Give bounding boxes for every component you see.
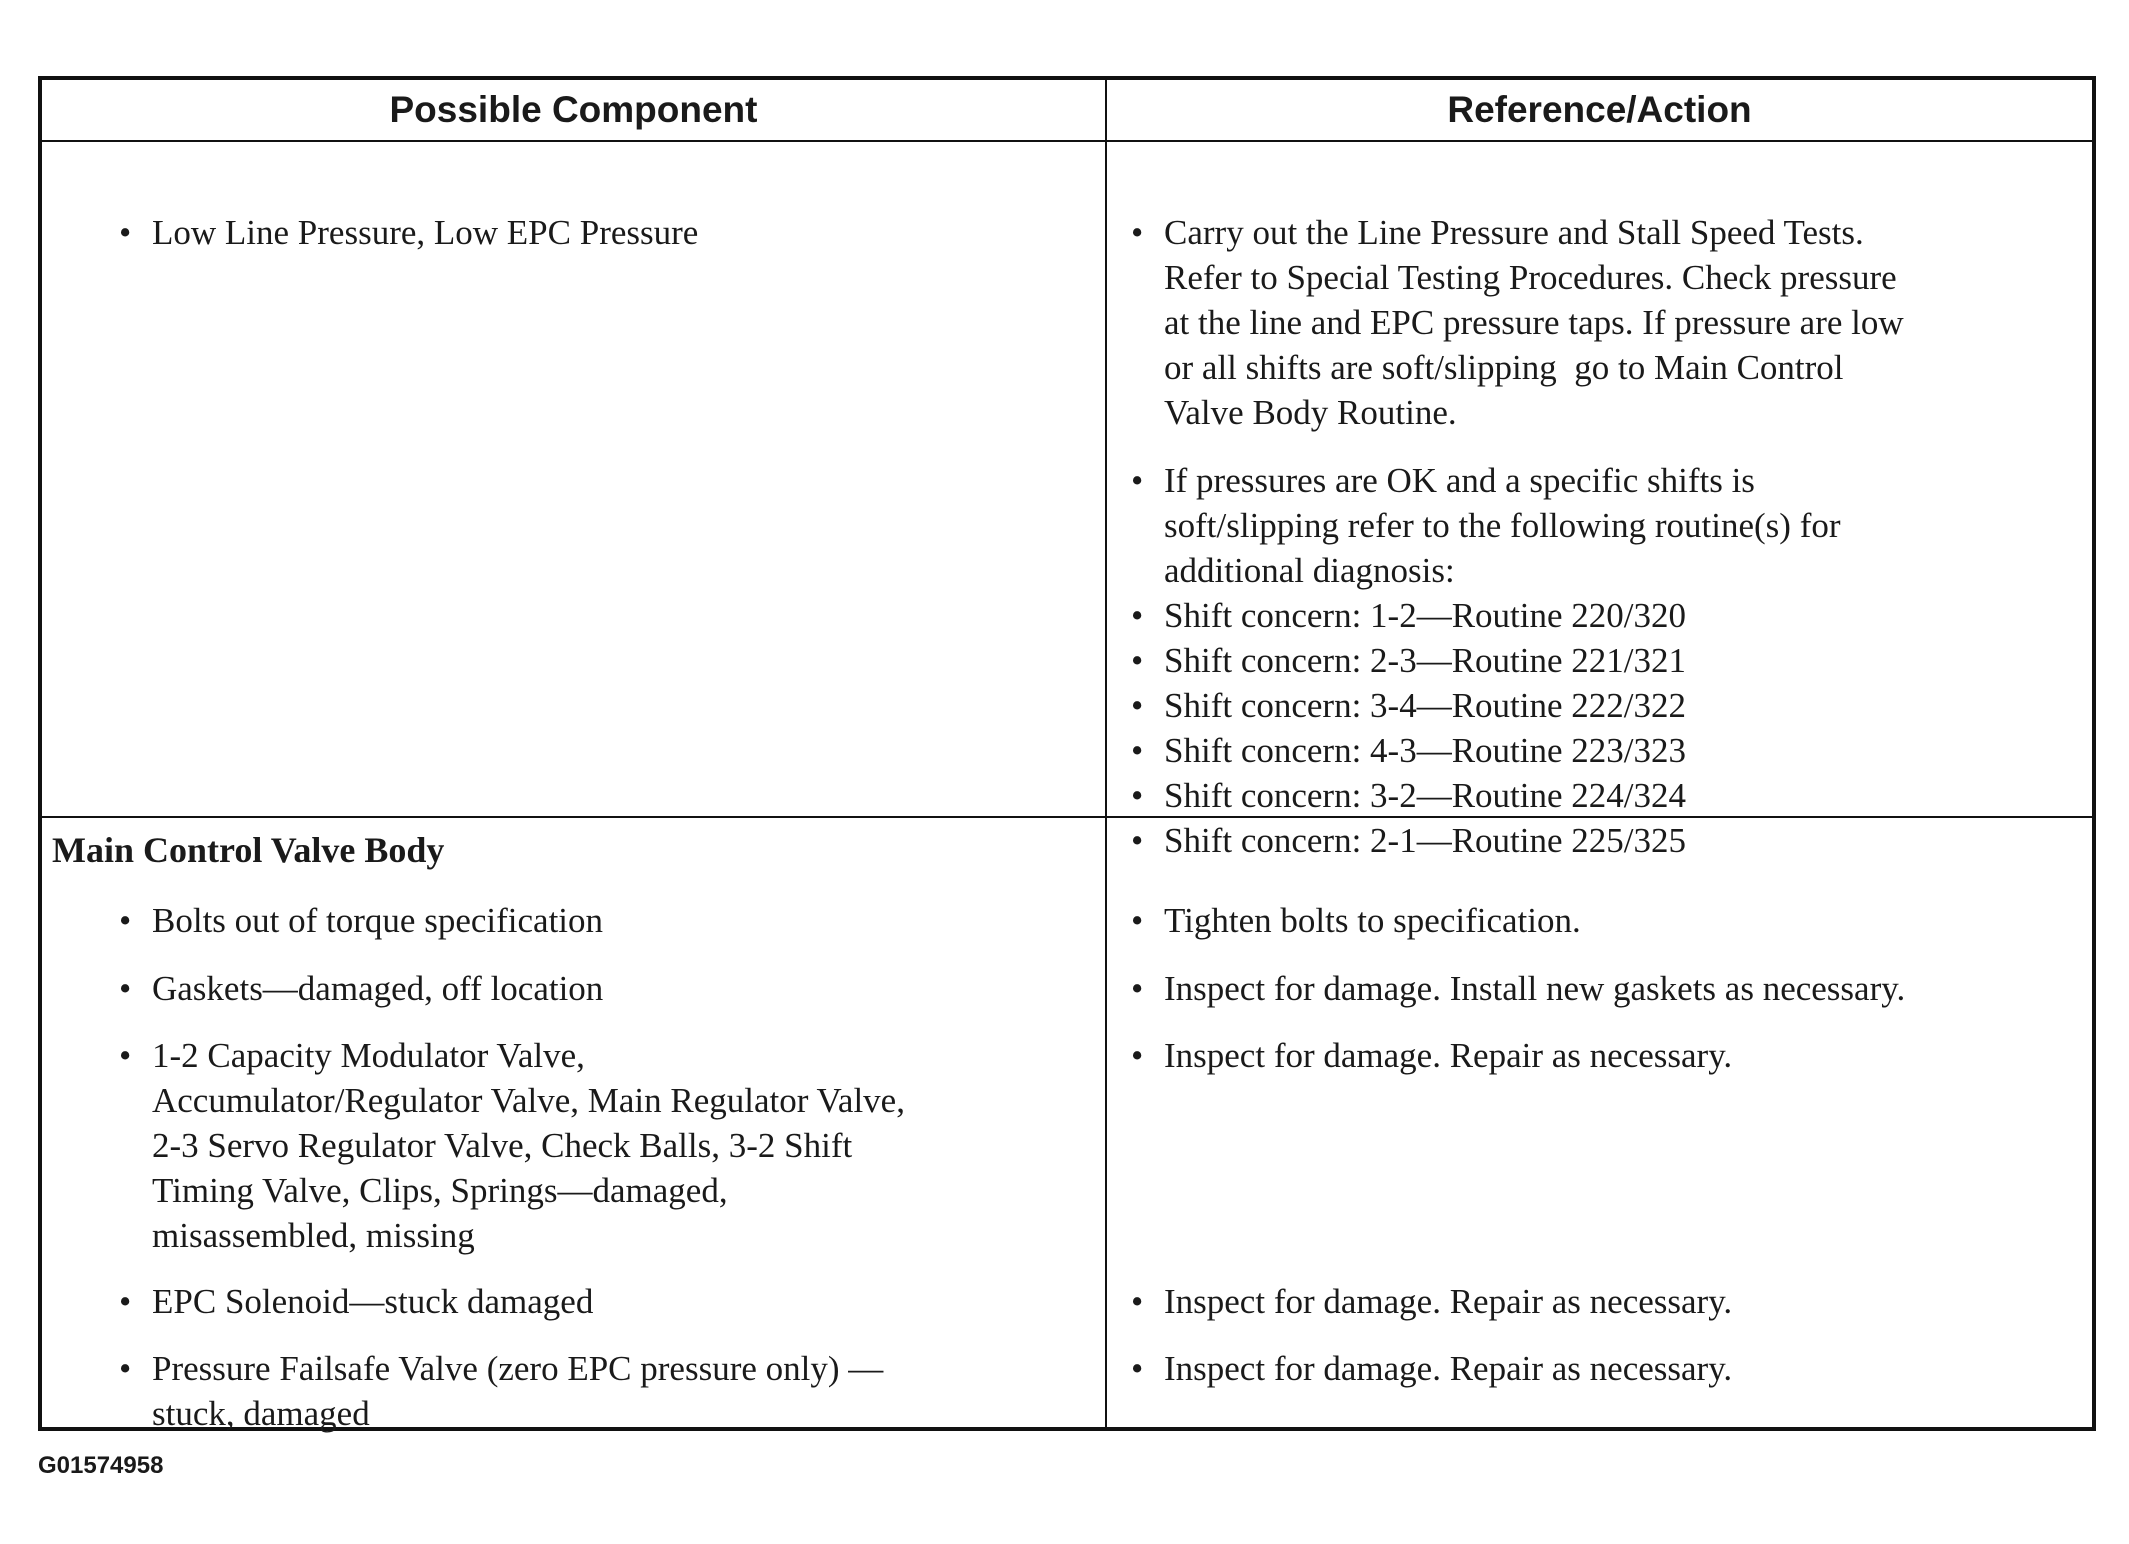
bullet-icon: • bbox=[1131, 821, 1144, 860]
component-item: • Low Line Pressure, Low EPC Pressure bbox=[152, 210, 698, 255]
header-divider bbox=[42, 140, 2092, 142]
row-divider bbox=[42, 816, 2092, 818]
bullet-icon: • bbox=[1131, 1282, 1144, 1321]
action-item: • Inspect for damage. Repair as necessary. bbox=[1164, 1033, 1732, 1078]
bullet-icon: • bbox=[1131, 686, 1144, 725]
diagnosis-table bbox=[38, 76, 2096, 1431]
action-item: • Shift concern: 3-4—Routine 222/322 bbox=[1164, 683, 1686, 728]
bullet-icon: • bbox=[119, 969, 132, 1008]
bullet-icon: • bbox=[119, 1349, 132, 1388]
bullet-icon: • bbox=[119, 901, 132, 940]
header-possible-component: Possible Component bbox=[389, 89, 758, 130]
component-item: • 1-2 Capacity Modulator Valve, Accumulator/Regulator Valve, Main Regulator Valve, 2-3 Servo Regulator Valve, Check Balls, 3-2 Shift Timing Valve, Clips, Springs—damaged, misassembled, missing bbox=[152, 1033, 905, 1258]
bullet-icon: • bbox=[1131, 1349, 1144, 1388]
bullet-icon: • bbox=[119, 1282, 132, 1321]
header-reference-action: Reference/Action bbox=[1447, 89, 1752, 130]
component-item: • EPC Solenoid—stuck damaged bbox=[152, 1279, 593, 1324]
bullet-icon: • bbox=[1131, 901, 1144, 940]
action-item: • Shift concern: 2-3—Routine 221/321 bbox=[1164, 638, 1686, 683]
action-item: • Shift concern: 1-2—Routine 220/320 bbox=[1164, 593, 1686, 638]
section-title-main-control-valve-body: Main Control Valve Body bbox=[52, 830, 445, 870]
bullet-icon: • bbox=[1131, 1036, 1144, 1075]
bullet-icon: • bbox=[119, 213, 132, 252]
bullet-icon: • bbox=[1131, 213, 1144, 252]
bullet-icon: • bbox=[119, 1036, 132, 1075]
bullet-icon: • bbox=[1131, 461, 1144, 500]
component-item: • Bolts out of torque specification bbox=[152, 898, 603, 943]
action-item: • Carry out the Line Pressure and Stall Speed Tests. Refer to Special Testing Procedures. Check pressure at the line and EPC pressure taps. If pressure are low or all shifts are soft/slipping go to Main Control Valve Body Routine. bbox=[1164, 210, 1904, 435]
action-item: • Inspect for damage. Repair as necessary. bbox=[1164, 1279, 1732, 1324]
bullet-icon: • bbox=[1131, 641, 1144, 680]
bullet-icon: • bbox=[1131, 731, 1144, 770]
action-item: • Shift concern: 3-2—Routine 224/324 bbox=[1164, 773, 1686, 818]
bullet-icon: • bbox=[1131, 596, 1144, 635]
action-item: • Inspect for damage. Install new gaskets as necessary. bbox=[1164, 966, 1905, 1011]
component-item: • Gaskets—damaged, off location bbox=[152, 966, 603, 1011]
component-item: • Pressure Failsafe Valve (zero EPC pressure only) — stuck, damaged bbox=[152, 1346, 883, 1436]
action-item: • Tighten bolts to specification. bbox=[1164, 898, 1581, 943]
action-item: • Inspect for damage. Repair as necessary. bbox=[1164, 1346, 1732, 1391]
action-item: • If pressures are OK and a specific shifts is soft/slipping refer to the following routine(s) for additional diagnosis: bbox=[1164, 458, 1841, 593]
figure-id: G01574958 bbox=[38, 1452, 164, 1479]
bullet-icon: • bbox=[1131, 969, 1144, 1008]
bullet-icon: • bbox=[1131, 776, 1144, 815]
column-divider bbox=[1105, 80, 1107, 1427]
action-item: • Shift concern: 4-3—Routine 223/323 bbox=[1164, 728, 1686, 773]
action-item: • Shift concern: 2-1—Routine 225/325 bbox=[1164, 818, 1686, 863]
